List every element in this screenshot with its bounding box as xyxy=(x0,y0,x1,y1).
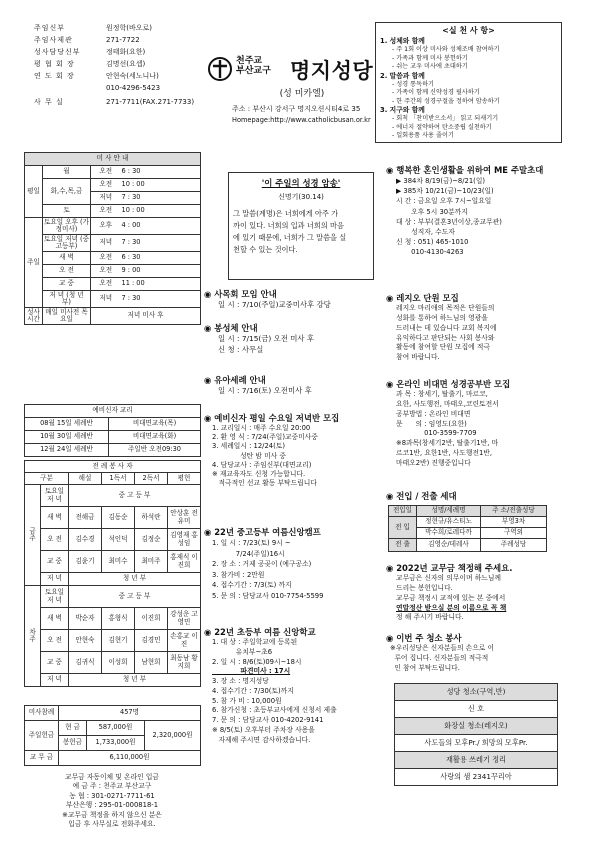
finance-amount: 1,733,000원 xyxy=(87,736,145,751)
mass-time: 9 : 00 xyxy=(121,265,201,278)
servers-header: 해설 xyxy=(69,473,102,485)
notice-line: ▶ 384차 8/19(금)~8/21(일) xyxy=(396,177,486,185)
mass-time: 10 : 00 xyxy=(121,205,201,218)
notice-line: 신 청 : 051) 465-1010 xyxy=(396,238,469,247)
servers-cell: 박순자 xyxy=(69,608,102,630)
practice-heading: 1. 성체와 함께 xyxy=(380,37,425,45)
notice-line: 성탄 밤 미사 중 xyxy=(212,451,286,460)
mass-day: 월 xyxy=(43,166,91,179)
finance-amount: 457명 xyxy=(59,706,201,721)
cleaning-row: 신 호 xyxy=(395,701,558,718)
staff-label: 성사담당신부 xyxy=(34,48,81,56)
notice-catechumen xyxy=(204,412,382,489)
servers-cell: 김영재 홍성임 xyxy=(168,529,201,551)
mass-day: 새 벽 xyxy=(43,252,91,265)
mass-day: 토요일 저녁 (중고등부) xyxy=(44,234,89,250)
servers-cell: 청 년 부 xyxy=(69,573,201,586)
servers-cell: 김정순 xyxy=(135,529,168,551)
notice-title: 유아세례 안내 xyxy=(214,375,266,385)
notice-line: 3. 참가비 : 2만원 xyxy=(212,570,265,579)
scripture-title: '이 주일의 성경 암송' xyxy=(261,178,341,188)
transfer-table xyxy=(388,505,547,552)
bullet-icon: ◉ xyxy=(386,563,397,573)
notice-infant-baptism xyxy=(204,374,382,397)
notice-line: 1. 교리일시 : 매주 수요일 20:00 xyxy=(212,424,311,432)
notice-title: 22년 초등부 여름 신앙학교 xyxy=(214,627,316,637)
notice-bible-study xyxy=(386,378,566,469)
servers-cell: 안상훈 전유미 xyxy=(168,507,201,529)
servers-slot: 오 전 xyxy=(41,529,69,551)
practice-item: - 에너지 절약하여 탄소중립 실천하기 xyxy=(392,123,492,131)
servers-header: 2독서 xyxy=(135,473,168,485)
mass-day: 교 중 xyxy=(43,278,91,291)
staff-list xyxy=(34,22,204,108)
notice-line: 1. 일 시 : 7/23(토) 9시 ~ xyxy=(212,539,291,547)
notice-line: 연말정산 받으실 분의 이름으로 꼭 책 xyxy=(396,603,507,612)
notice-line: 일 시 : 7/16(토) 오전미사 후 xyxy=(218,386,312,395)
notice-line: 2. 일 시 : 8/6(토)09시~18시 xyxy=(212,657,302,666)
servers-cell: 안현숙 xyxy=(69,630,102,652)
mass-time: 7 : 30 xyxy=(121,235,201,252)
notice-line: 정 해 주시기 바랍니다. xyxy=(396,613,464,622)
notice-line: 르코1반, 요한1반, 사도행전1반, xyxy=(396,449,492,458)
notice-title: 22년 중고등부 여름신앙캠프 xyxy=(214,527,321,537)
notice-line: 유익하다고 판단되는 사회 봉사와 xyxy=(396,333,495,342)
church-address: 주소 : 부산시 강서구 명지오션시티4로 35 xyxy=(232,105,361,113)
notice-line: 시 간 : 금요일 오후 7시~일요일 xyxy=(396,197,492,206)
servers-cell: 남현희 xyxy=(135,652,168,674)
scripture-box xyxy=(228,172,374,280)
notice-children-school xyxy=(204,626,386,746)
notice-line: 010-4130-4263 xyxy=(396,248,464,257)
practice-group xyxy=(380,72,557,107)
finance-table xyxy=(24,705,201,766)
finance-sub: 봉헌금 xyxy=(59,736,87,751)
mass-type: 오전 xyxy=(91,265,121,278)
notice-line: 파견미사 : 17시 xyxy=(212,667,291,676)
notice-line: 과 목 : 창세기, 탈출기, 마르코, xyxy=(396,390,488,398)
notice-line: 7/24(주일)16시 xyxy=(212,549,285,558)
logo-text: 부산교구 xyxy=(236,66,271,76)
liturgy-servers-table xyxy=(24,460,201,687)
practice-item: - 쉬는 교우 미사에 초대하기 xyxy=(392,63,468,70)
notice-line: 인 참여 부탁드립니다. xyxy=(390,663,460,672)
servers-group: 차 주 xyxy=(25,586,41,687)
servers-cell: 손홍교 이 진 xyxy=(168,630,201,652)
mass-group: 평일 xyxy=(25,166,43,218)
finance-total: 2,320,000원 xyxy=(145,721,201,751)
note-line: 부산은행 : 295-01-000818-1 xyxy=(65,801,159,810)
notice-line: 공부방법 : 온라인 비대면 xyxy=(396,409,471,418)
bullet-icon: ◉ xyxy=(386,633,397,643)
notice-line: 5. 문 의 : 담당교사 010-7754-5599 xyxy=(212,591,324,600)
servers-cell: 이성희 xyxy=(102,652,135,674)
mass-time: 6 : 30 xyxy=(121,252,201,265)
staff-label: 연 도 회 장 xyxy=(34,72,75,80)
mass-type: 저녁 xyxy=(91,192,121,205)
mass-group: 성사시간 xyxy=(25,308,43,325)
servers-cell: 김윤기 xyxy=(69,551,102,573)
notice-line: 3. 세례일시 : 12/24(토) xyxy=(212,442,285,451)
mass-group: 주일 xyxy=(25,218,43,308)
servers-cell: 김귀식 xyxy=(69,652,102,674)
staff-value: 원정학(바오로) xyxy=(106,24,153,32)
notice-tithe xyxy=(386,562,566,623)
practice-item: - 성경 통독하기 xyxy=(392,80,435,88)
transfer-place: 주례성당 xyxy=(481,539,547,552)
servers-cell: 김현기 xyxy=(102,630,135,652)
notice-title: 예비신자 평일 수요일 저녁반 모집 xyxy=(214,413,340,423)
bullet-icon: ◉ xyxy=(204,527,215,537)
note-line: ※교무금 책정을 하지 않으신 분은 xyxy=(62,810,162,819)
servers-slot: 오 전 xyxy=(41,630,69,652)
edu-class: 12월 24일 세례반 xyxy=(25,444,109,457)
bullet-icon: ◉ xyxy=(204,413,215,423)
notice-title: 사목회 모임 안내 xyxy=(214,289,277,299)
notice-line: 1. 대 상 : 주일학교에 등록된 xyxy=(212,638,298,646)
mass-type: 오전 xyxy=(91,278,121,291)
notice-line: 4. 접수기간 : 7/30(토)까지 xyxy=(212,686,294,695)
donation-note xyxy=(24,773,200,829)
practice-box xyxy=(375,22,562,143)
notice-line: 대 상 : 부부(결혼3년이상,종교무관) xyxy=(396,217,502,226)
mass-type: 저녁 xyxy=(91,291,121,308)
notice-line: 유치부~초6 xyxy=(212,647,273,656)
servers-slot: 교 중 xyxy=(41,551,69,573)
notice-line: 3. 장 소 : 명지성당 xyxy=(212,677,269,686)
note-line: 예 금 주 : 천주교 부산교구 xyxy=(72,782,152,791)
edu-title: 예비신자 교리 xyxy=(25,405,201,418)
notice-line: ※ 재교육자도 신청 가능합니다. xyxy=(212,470,306,479)
servers-cell: 최동남 황지희 xyxy=(168,652,201,674)
servers-cell: 이진희 xyxy=(135,608,168,630)
servers-slot: 토요일 저 녁 xyxy=(41,485,69,507)
practice-group xyxy=(380,106,557,141)
scripture-line: 그 말씀(계명)은 너희에게 아주 가 xyxy=(233,209,339,218)
bullet-icon: ◉ xyxy=(386,491,397,501)
staff-label: 사 무 실 xyxy=(34,98,64,106)
notice-title: 봉성체 안내 xyxy=(214,323,258,333)
servers-slot: 새 벽 xyxy=(41,507,69,529)
staff-value: 안현숙(세노니나) xyxy=(106,72,159,80)
mass-day: 화,수,목,금 xyxy=(43,179,91,205)
staff-value: 김명선(요셉) xyxy=(106,60,146,68)
practice-item: - 일회용품 사용 줄이기 xyxy=(392,132,454,139)
practice-title: <실 천 사 항> xyxy=(442,26,495,35)
cleaning-table xyxy=(394,683,558,786)
mass-day: 토요일 오후 (가정미사) xyxy=(44,217,89,233)
note-line: 농 협 : 301-0271-7711-61 xyxy=(69,791,155,800)
notice-line: 레지오 마리애의 목적은 단원들의 xyxy=(396,304,495,312)
notice-line: 드러내는 데 있습니다 교회 복지에 xyxy=(396,323,497,332)
transfer-header: 전입일 xyxy=(389,506,417,517)
notice-line: 활동에 참여할 단원 모집에 적극 xyxy=(396,343,490,352)
notice-line: 교무금 책정시 교적에 있는 본 중에서 xyxy=(396,593,506,602)
servers-cell: 중 고 등 부 xyxy=(69,586,201,608)
servers-cell: 홍형식 xyxy=(102,608,135,630)
logo-text: 천주교 xyxy=(236,56,263,66)
mass-day: 오 전 xyxy=(43,265,91,278)
edu-type: 비대면교육(화) xyxy=(109,431,201,444)
staff-label: 주임신부 xyxy=(34,24,66,32)
notice-line: 요한, 사도행전, 마태오,코린토전서 xyxy=(396,399,499,408)
notice-line: 7. 문 의 : 담당교사 010-4202-9141 xyxy=(212,716,324,725)
notice-line: 드리는 봉헌입니다. xyxy=(396,583,453,592)
practice-item: - 가족이 함께 신약성경 필사하기 xyxy=(392,89,480,96)
servers-header: 1독서 xyxy=(102,473,135,485)
notice-line: 신 청 : 사무실 xyxy=(218,344,264,354)
notice-line: 성직자, 수도자 xyxy=(396,227,455,236)
edu-type: 비대면교육(목) xyxy=(109,418,201,431)
notice-transfer xyxy=(386,490,566,502)
practice-item: - 한 주간의 성경구절을 정하여 암송하기 xyxy=(392,97,500,105)
notice-title: 전입 / 전출 세대 xyxy=(396,491,457,501)
mass-day: 토 xyxy=(43,205,91,218)
servers-cell: 김동순 xyxy=(102,507,135,529)
transfer-header: 주 소/전출성당 xyxy=(481,506,547,517)
servers-slot: 새 벽 xyxy=(41,608,69,630)
notice-title: 행복한 혼인생활을 위하여 ME 주말초대 xyxy=(396,165,544,175)
servers-cell: 홍재식 이진희 xyxy=(168,551,201,573)
mass-type: 오후 xyxy=(91,218,121,235)
notice-legio xyxy=(386,292,566,363)
notice-line: 6. 참가신청 : 초등부교사에게 신청서 제출 xyxy=(212,706,337,715)
servers-cell: 하석란 xyxy=(135,507,168,529)
finance-amount: 587,000원 xyxy=(87,721,145,736)
bullet-icon: ◉ xyxy=(386,379,397,389)
transfer-name: 박수희/로레다까 xyxy=(417,528,481,539)
transfer-name: 김영순/데레사 xyxy=(417,539,481,552)
notice-title: 레지오 단원 모집 xyxy=(396,293,459,303)
servers-slot: 토요일 저 녁 xyxy=(41,586,69,608)
mass-desc: 저녁 미사 후 xyxy=(91,308,201,325)
notice-marriage-encounter xyxy=(386,165,566,258)
notice-line: 마태오2반) 진행중입니다 xyxy=(396,458,471,467)
notice-youth-camp xyxy=(204,526,382,601)
notice-line: ※우리성당은 신자분들의 손으로 이 xyxy=(390,644,495,652)
notice-line: ▶ 385차 10/21(금)~10/23(일) xyxy=(396,187,494,196)
mass-time: 7 : 30 xyxy=(121,291,201,308)
edu-class: 10월 30일 세례반 xyxy=(25,431,109,444)
notice-line: 010-3599-7709 xyxy=(396,429,477,438)
church-logo xyxy=(207,56,233,82)
staff-label: 평 협 회 장 xyxy=(34,60,75,68)
bullet-icon: ◉ xyxy=(204,627,215,637)
finance-label: 교 무 금 xyxy=(25,751,59,766)
transfer-name: 정현규/유스티노 xyxy=(417,517,481,528)
notice-line: 교무금은 신자의 의무이며 하느님께 xyxy=(396,574,501,582)
notice-line: 2. 장 소 : 거제 공곶이 (예구공소) xyxy=(212,560,312,569)
note-line: 교무금 자동이체 및 온라인 입금 xyxy=(65,773,159,781)
staff-label xyxy=(34,82,106,94)
notice-line: 4. 담당교사 : 주임신부(대면교리) xyxy=(212,460,312,469)
edu-class: 08월 15일 세례반 xyxy=(25,418,109,431)
servers-cell: 청 년 부 xyxy=(69,674,201,687)
practice-heading: 2. 말씀과 함께 xyxy=(380,71,425,80)
notice-line: ※ 8/5(토) 오후부터 주차장 사용을 xyxy=(212,726,315,735)
transfer-place: 부영3차 xyxy=(481,517,547,528)
mass-type: 저녁 xyxy=(91,235,121,252)
scripture-line: 천할 수 있는 것이다. xyxy=(233,245,298,254)
servers-cell: 중 고 등 부 xyxy=(69,485,201,507)
notice-line: 오후 5시 30분까지 xyxy=(396,207,468,216)
cleaning-row: 화장실 청소(레지오) xyxy=(395,718,558,735)
finance-amount: 6,110,000원 xyxy=(59,751,201,766)
staff-value: 271-7722 xyxy=(106,36,140,44)
practice-heading: 3. 지구와 함께 xyxy=(380,106,425,114)
note-line: 입금 후 사무실로 전화주세요. xyxy=(68,820,156,829)
notice-line: 루어 집니다. 신자분들의 적극적 xyxy=(390,653,489,662)
notice-title: 이번 주 청소 봉사 xyxy=(396,633,462,643)
bullet-icon: ◉ xyxy=(204,289,215,299)
staff-value: 010-4296-5423 xyxy=(106,84,161,92)
notice-line: 5. 참 가 비 : 10,000원 xyxy=(212,696,282,705)
catechumen-table xyxy=(24,404,201,457)
notice-cleaning xyxy=(386,632,566,674)
staff-value: 정태화(요한) xyxy=(106,48,146,56)
mass-type: 오전 xyxy=(91,166,121,179)
scripture-ref: 신명기(30.14) xyxy=(278,193,324,201)
practice-item: - 회칙 「찬미받으소서」 읽고 되새기기 xyxy=(392,115,499,122)
cleaning-row: 사랑의 샘 2341꾸리아 xyxy=(395,769,558,786)
notice-line: 자제해 주시면 감사하겠습니다. xyxy=(212,735,311,744)
cleaning-row: 사도들의 모후Pr./ 희망의 모후Pr. xyxy=(395,735,558,752)
staff-label: 주임사제관 xyxy=(34,36,73,44)
notice-line: 적극적인 선교 활동 부탁드립니다 xyxy=(212,479,317,488)
servers-cell: 강성운 고영민 xyxy=(168,608,201,630)
servers-title: 전 례 봉 사 자 xyxy=(25,461,201,473)
church-affiliation xyxy=(236,56,271,76)
servers-slot: 저 녁 xyxy=(41,674,69,687)
mass-time: 6 : 30 xyxy=(121,166,201,179)
bullet-icon: ◉ xyxy=(386,165,397,175)
transfer-header: 성명/세례명 xyxy=(417,506,481,517)
mass-time: 10 : 00 xyxy=(121,179,201,192)
mass-day: 저 녁 (청 년 부) xyxy=(43,291,91,308)
scripture-line: 에 있기 때문에, 너희가 그 말씀을 실 xyxy=(233,233,347,242)
finance-label: 미사참례 xyxy=(25,706,59,721)
servers-cell: 김수경 xyxy=(69,529,102,551)
notice-communion xyxy=(204,322,382,355)
mass-time: 4 : 00 xyxy=(121,218,201,235)
notice-pastoral-meeting xyxy=(204,288,382,311)
scripture-line: 까이 있다. 너희의 입과 너희의 마음 xyxy=(233,221,344,230)
servers-cell: 김경민 xyxy=(135,630,168,652)
church-name: 명지성당 xyxy=(290,59,374,83)
practice-item: - 가족과 함께 미사 봉헌하기 xyxy=(392,54,468,62)
servers-slot: 교 중 xyxy=(41,652,69,674)
notice-line: 일 시 : 7/10(주일)교중미사후 강당 xyxy=(218,300,331,309)
finance-label: 주일헌금 xyxy=(25,721,59,751)
cleaning-row: 성당 청소(구역,반) xyxy=(395,684,558,701)
servers-cell: 최미주 xyxy=(135,551,168,573)
mass-time: 11 : 00 xyxy=(121,278,201,291)
servers-header: 평헌 xyxy=(168,473,201,485)
bullet-icon: ◉ xyxy=(204,375,215,385)
servers-slot: 저 녁 xyxy=(41,573,69,586)
servers-cell: 전해금 xyxy=(69,507,102,529)
mass-schedule-table xyxy=(24,152,201,325)
mass-type: 오전 xyxy=(91,205,121,218)
homepage-link[interactable]: Homepage:http://www.catholicbusan.or.kr xyxy=(232,116,371,124)
notice-line: 참여 바랍니다. xyxy=(396,353,440,362)
mass-day: 매일 미사전 목요일 xyxy=(43,308,91,325)
notice-line: 2. 환 영 식 : 7/24(주일)교중미사중 xyxy=(212,433,318,442)
servers-cell: 석인덕 xyxy=(102,529,135,551)
servers-cell: 최미수 xyxy=(102,551,135,573)
servers-group: 금 주 xyxy=(25,485,41,586)
practice-item: - 주 1회 이상 미사와 성체조배 참여하기 xyxy=(392,46,500,53)
transfer-place: 구역외 xyxy=(481,528,547,539)
servers-header: 구분 xyxy=(25,473,69,485)
practice-group xyxy=(380,37,557,72)
mass-type: 오전 xyxy=(91,252,121,265)
notice-line: 일 시 : 7/15(금) 오전 미사 후 xyxy=(218,334,315,343)
transfer-type: 전 출 xyxy=(389,539,417,552)
transfer-type: 전 입 xyxy=(389,517,417,539)
finance-sub: 현 금 xyxy=(59,721,87,736)
bullet-icon: ◉ xyxy=(386,293,397,303)
notice-line: 4. 접수기간 : 7/3(토) 까지 xyxy=(212,581,292,590)
notice-title: 온라인 비대면 성경공부반 모집 xyxy=(396,379,511,389)
notice-line: ※8과목(창세기2반, 탈출기1반, 마 xyxy=(396,439,499,448)
bullet-icon: ◉ xyxy=(204,323,215,333)
notice-line: 문 의 : 임영도(요한) xyxy=(396,419,467,428)
mass-time: 7 : 30 xyxy=(121,192,201,205)
cleaning-row: 재활용 쓰레기 정리 xyxy=(395,752,558,769)
notice-title: 2022년 교무금 책정해 주세요. xyxy=(396,563,513,573)
edu-type: 주일반 오전09:30 xyxy=(109,444,201,457)
staff-value: 271-7711(FAX.271-7733) xyxy=(106,98,195,106)
patron-saint: (성 미카엘) xyxy=(279,89,325,99)
mass-type: 오전 xyxy=(91,179,121,192)
mass-title: 미 사 안 내 xyxy=(25,153,201,166)
notice-line: 성화를 통하여 하느님의 영광을 xyxy=(396,313,488,322)
